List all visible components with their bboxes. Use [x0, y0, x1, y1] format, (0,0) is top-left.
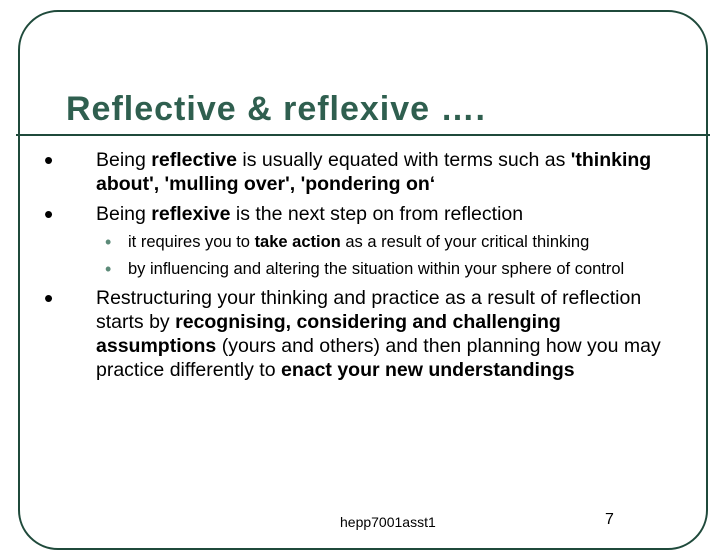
bullet-item-3: [44, 283, 664, 382]
sub-bullet-text: it requires you to take action as a result of your critical thinking: [128, 233, 590, 251]
sub-bullet-text: by influencing and altering the situation within your sphere of control: [128, 260, 625, 278]
bullet-marker: •: [44, 199, 54, 229]
bullet-list: [44, 145, 664, 388]
bullet-item-2: [44, 199, 664, 229]
bullet-item-1: [44, 145, 664, 196]
sub-bullet-item-2: [44, 259, 664, 280]
title-divider: [16, 134, 710, 136]
bullet-marker: •: [44, 283, 54, 313]
bullet-text: Being reflexive is the next step on from reflection: [96, 203, 524, 225]
page-number: 7: [605, 511, 614, 528]
sub-bullet-marker: •: [105, 259, 112, 279]
bullet-marker: •: [44, 145, 54, 175]
bullet-text: Restructuring your thinking and practice as a result of reflection starts by recognising, considering and challenging assumptions (yours and others) and then planning how you may practice differently to enact your new understandings: [96, 287, 661, 381]
bullet-text: Being reflective is usually equated with terms such as 'thinking about', 'mulling over', 'pondering on‘: [96, 149, 652, 195]
sub-bullet-marker: •: [105, 232, 112, 252]
footer-label: hepp7001asst1: [340, 514, 436, 530]
sub-bullet-item-1: [44, 232, 664, 253]
slide-title: Reflective & reflexive ….: [66, 90, 486, 128]
